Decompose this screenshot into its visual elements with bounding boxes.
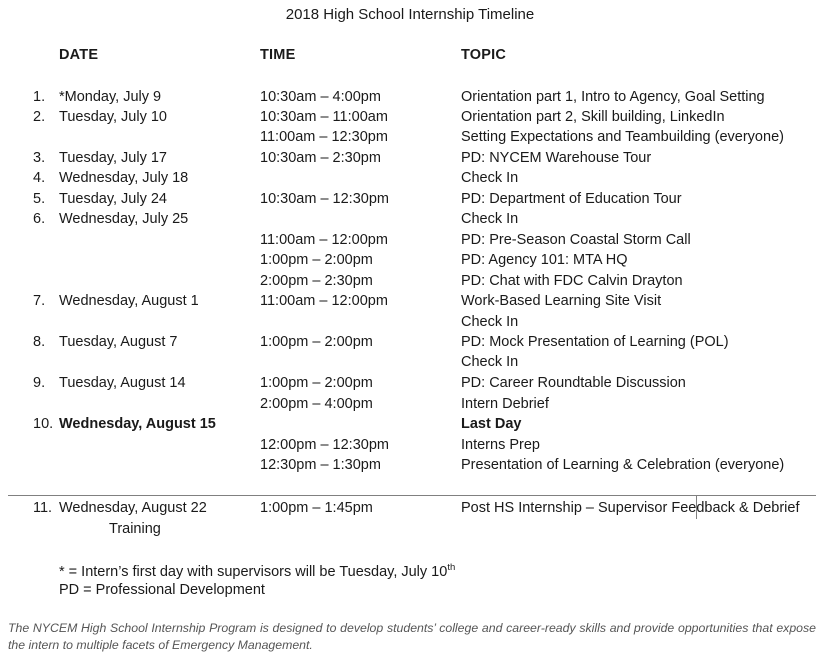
row-date: Tuesday, July 17	[59, 150, 167, 166]
first-day-note	[59, 562, 455, 580]
row-topic: PD: Chat with FDC Calvin Drayton	[461, 273, 683, 289]
row-time: 2:00pm – 2:30pm	[260, 273, 373, 289]
row-topic: Check In	[461, 314, 519, 330]
schedule-row	[0, 312, 820, 332]
training-number: 11.	[33, 500, 53, 516]
training-time: 1:00pm – 1:45pm	[260, 500, 373, 516]
row-topic: Setting Expectations and Teambuilding (everyone)	[461, 129, 784, 145]
row-number: 2.	[33, 109, 46, 125]
row-topic: Check In	[461, 354, 519, 370]
row-date: Wednesday, August 15	[59, 416, 216, 432]
schedule-row	[0, 230, 820, 250]
row-topic: PD: Pre-Season Coastal Storm Call	[461, 232, 691, 248]
schedule-row	[0, 435, 820, 455]
schedule-row	[0, 332, 820, 352]
row-topic: PD: Department of Education Tour	[461, 191, 682, 207]
row-topic: Interns Prep	[461, 437, 540, 453]
schedule-row	[0, 189, 820, 209]
row-number: 7.	[33, 293, 46, 309]
row-time: 11:00am – 12:00pm	[260, 293, 388, 309]
schedule-row	[0, 291, 820, 311]
row-topic: Check In	[461, 211, 519, 227]
row-topic: Work-Based Learning Site Visit	[461, 293, 662, 309]
schedule-row	[0, 373, 820, 393]
row-topic: Last Day	[461, 416, 522, 432]
row-topic: PD: Agency 101: MTA HQ	[461, 252, 628, 268]
row-number: 10.	[33, 416, 54, 432]
row-time: 1:00pm – 2:00pm	[260, 252, 373, 268]
row-date: Tuesday, August 14	[59, 375, 186, 391]
row-time: 11:00am – 12:00pm	[260, 232, 388, 248]
row-date: Tuesday, August 7	[59, 334, 178, 350]
row-topic: PD: NYCEM Warehouse Tour	[461, 150, 652, 166]
schedule-row	[0, 394, 820, 414]
row-number: 9.	[33, 375, 46, 391]
row-time: 1:00pm – 2:00pm	[260, 375, 373, 391]
row-time: 11:00am – 12:30pm	[260, 129, 388, 145]
schedule-row	[0, 271, 820, 291]
schedule-row	[0, 455, 820, 475]
training-topic: Post HS Internship – Supervisor Feedback & Debrief	[461, 500, 800, 516]
training-row	[0, 498, 820, 518]
training-label: Training	[109, 521, 161, 537]
schedule-row	[0, 209, 820, 229]
row-number: 1.	[33, 89, 46, 105]
row-topic: Check In	[461, 170, 519, 186]
pd-definition-note: PD = Professional Development	[59, 582, 265, 598]
schedule-row	[0, 107, 820, 127]
row-number: 5.	[33, 191, 46, 207]
schedule-row-last-day	[0, 414, 820, 434]
section-divider	[8, 495, 816, 496]
row-topic: Orientation part 2, Skill building, LinkedIn	[461, 109, 725, 125]
schedule-row	[0, 148, 820, 168]
row-time: 10:30am – 12:30pm	[260, 191, 389, 207]
row-time: 12:30pm – 1:30pm	[260, 457, 381, 473]
row-topic: Presentation of Learning & Celebration (everyone)	[461, 457, 785, 473]
row-date: Wednesday, July 25	[59, 211, 189, 227]
schedule-row	[0, 250, 820, 270]
row-number: 6.	[33, 211, 46, 227]
row-topic: Intern Debrief	[461, 396, 549, 412]
row-date: Tuesday, July 10	[59, 109, 167, 125]
training-date: Wednesday, August 22	[59, 500, 207, 516]
row-time: 1:00pm – 2:00pm	[260, 334, 373, 350]
row-topic: PD: Mock Presentation of Learning (POL)	[461, 334, 729, 350]
row-time: 2:00pm – 4:00pm	[260, 396, 373, 412]
row-time: 12:00pm – 12:30pm	[260, 437, 389, 453]
document-title: 2018 High School Internship Timeline	[285, 6, 535, 23]
row-date: *Monday, July 9	[59, 89, 162, 105]
column-header-time: TIME	[260, 47, 296, 63]
row-time: 10:30am – 2:30pm	[260, 150, 381, 166]
schedule-row	[0, 87, 820, 107]
row-number: 3.	[33, 150, 46, 166]
row-date: Wednesday, August 1	[59, 293, 199, 309]
row-topic: PD: Career Roundtable Discussion	[461, 375, 686, 391]
row-number: 8.	[33, 334, 46, 350]
first-day-note-text: * = Intern’s first day with supervisors will be Tuesday, July 10	[59, 563, 448, 580]
row-date: Tuesday, July 24	[59, 191, 167, 207]
row-time: 10:30am – 4:00pm	[260, 89, 381, 105]
training-label-row	[0, 519, 820, 539]
row-number: 4.	[33, 170, 46, 186]
row-date: Wednesday, July 18	[59, 170, 189, 186]
program-description: The NYCEM High School Internship Program is designed to develop students’ college and career-ready skills and provide opportunities that expose the intern to multiple facets of Emergency Management.	[8, 621, 816, 652]
schedule-row	[0, 127, 820, 147]
row-topic: Orientation part 1, Intro to Agency, Goal Setting	[461, 89, 765, 105]
column-header-topic: TOPIC	[461, 47, 507, 63]
schedule-row	[0, 352, 820, 372]
column-header-date: DATE	[59, 47, 99, 63]
row-time: 10:30am – 11:00am	[260, 109, 388, 125]
first-day-note-suffix: th	[447, 562, 456, 573]
schedule-row	[0, 168, 820, 188]
